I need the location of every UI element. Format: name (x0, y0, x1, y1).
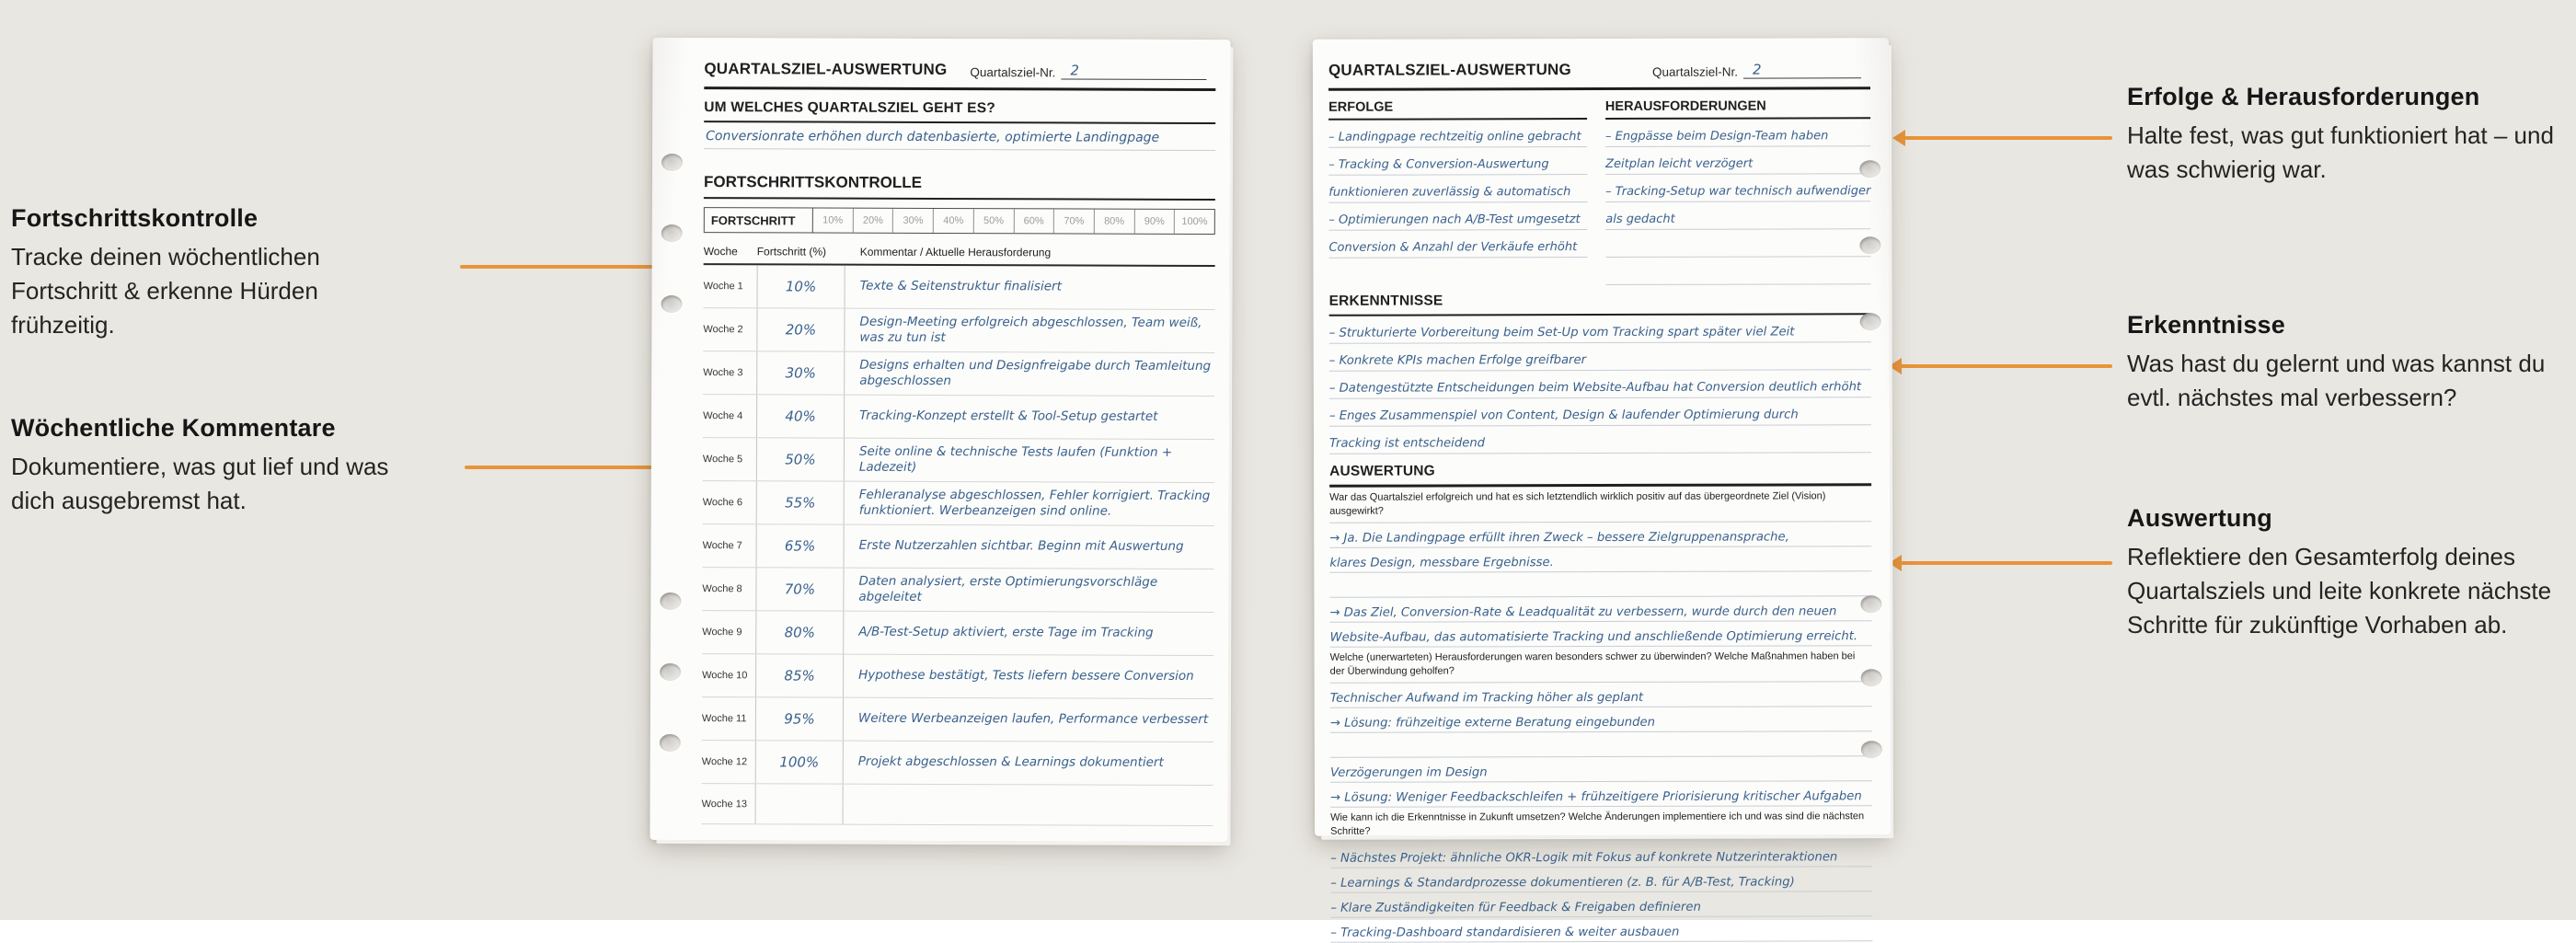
comment-value (844, 785, 1213, 825)
evaluation-answer-line: → Lösung: frühzeitige externe Beratung eingebunden (1330, 707, 1872, 733)
table-row (702, 568, 1213, 613)
page-title: QUARTALSZIEL-AUSWERTUNG (704, 60, 948, 79)
callout-erfolge-herausforderungen (2127, 83, 2561, 187)
table-row (702, 697, 1213, 742)
comment-value: Hypothese bestätigt, Tests liefern bessere Conversion (858, 668, 1194, 684)
week-label: Woche 5 (702, 454, 743, 466)
callout-title: Erfolge & Herausforderungen (2127, 83, 2480, 110)
arrow-right-icon (465, 466, 669, 469)
goal-number-field (970, 62, 1206, 80)
goal-number-label: Quartalsziel-Nr. (1651, 64, 1738, 79)
progress-value: 65% (756, 524, 845, 567)
table-row (702, 611, 1213, 656)
goal-number-value: 2 (1743, 61, 1861, 78)
insight-line: Tracking ist entscheidend (1329, 425, 1871, 454)
progress-value: 85% (755, 654, 844, 696)
page-title: QUARTALSZIEL-AUSWERTUNG (1328, 61, 1571, 79)
challenges-header: HERAUSFORDERUNGEN (1605, 98, 1870, 120)
col-header-progress: Fortschritt (%) (756, 245, 827, 259)
section-header-fortschrittskontrolle: FORTSCHRITTSKONTROLLE (704, 173, 1215, 201)
progress-value: 40% (756, 395, 845, 437)
success-line: – Landingpage rechtzeitig online gebracht (1328, 120, 1587, 148)
progress-scale (704, 207, 1215, 235)
week-label: Woche 10 (702, 670, 748, 682)
insights-section (1329, 292, 1871, 454)
table-row (703, 265, 1214, 310)
col-header-week: Woche (703, 245, 738, 259)
worksheet-page-fortschrittskontrolle (650, 38, 1230, 842)
evaluation-header: AUSWERTUNG (1329, 462, 1871, 488)
progress-value: 50% (756, 438, 845, 480)
binder-hole-icon (1861, 741, 1882, 758)
challenge-line: – Tracking-Setup war technisch aufwendiger (1605, 174, 1870, 202)
week-label: Woche 8 (702, 583, 742, 595)
callout-body: Was hast du gelernt und was kannst du evtl. nächstes mal verbessern? (2127, 350, 2546, 411)
comment-value: Designs erhalten und Designfreigabe durch Teamleitung abgeschlossen (859, 357, 1212, 389)
evaluation-section (1329, 462, 1872, 943)
evaluation-answer-line (1329, 571, 1871, 598)
callout-title: Wöchentliche Kommentare (11, 414, 336, 442)
evaluation-question: Wie kann ich die Erkenntnisse in Zukunft umsetzen? Welche Änderungen implementiere ich und was sind die nächsten Schritte? (1330, 806, 1872, 844)
worksheet-page-auswertung (1313, 38, 1891, 940)
week-label: Woche 6 (702, 497, 743, 509)
week-label: Woche 13 (701, 798, 747, 810)
evaluation-answer-line (1330, 731, 1872, 758)
comment-value: Projekt abgeschlossen & Learnings dokumentiert (857, 754, 1164, 771)
binder-hole-icon (1860, 595, 1881, 613)
arrow-left-icon (1901, 364, 2112, 368)
insight-line: – Konkrete KPIs machen Erfolge greifbarer (1329, 342, 1871, 372)
week-label: Woche 1 (703, 281, 743, 293)
progress-value: 70% (755, 568, 844, 610)
progress-step: 50% (974, 209, 1015, 233)
table-row (703, 438, 1214, 483)
success-line: – Optimierungen nach A/B-Test umgesetzt (1328, 202, 1587, 231)
arrow-left-icon (1904, 136, 2112, 140)
evaluation-answer-line: → Ja. Die Landingpage erfüllt ihren Zweck – bessere Zielgruppenansprache, (1329, 522, 1871, 548)
comment-value: Fehleranalyse abgeschlossen, Fehler korrigiert. Tracking funktioniert. Werbeanzeigen sind online. (858, 487, 1211, 519)
challenge-line: als gedacht (1605, 201, 1870, 230)
progress-value: 55% (756, 481, 845, 523)
evaluation-answer-line: → Lösung: Weniger Feedbackschleifen + frühzeitigere Priorisierung kritischer Aufgaben (1330, 781, 1872, 808)
success-line: – Tracking & Conversion-Auswertung (1328, 147, 1587, 176)
table-row (703, 524, 1214, 569)
callout-body: Halte fest, was gut funktioniert hat – und was schwierig war. (2127, 121, 2554, 183)
insight-line: – Strukturierte Vorbereitung beim Set-Up vom Tracking spart später viel Zeit (1329, 315, 1871, 344)
progress-step: 10% (813, 209, 854, 233)
successes-header: ERFOLGE (1328, 99, 1587, 121)
progress-step: 30% (893, 209, 934, 233)
insight-line: – Enges Zusammenspiel von Content, Design & laufender Optimierung durch (1329, 397, 1871, 427)
comment-value: A/B-Test-Setup aktiviert, erste Tage im Tracking (858, 625, 1154, 641)
progress-value: 30% (756, 351, 845, 394)
progress-step: 40% (934, 209, 974, 233)
comment-value: Tracking-Konzept erstellt & Tool-Setup gestartet (859, 408, 1158, 425)
progress-value: 20% (756, 308, 845, 351)
challenge-line (1605, 229, 1870, 258)
table-row (702, 741, 1213, 786)
callout-woechentliche-kommentare (11, 414, 436, 518)
arrow-right-icon (460, 265, 655, 269)
comment-value: Design-Meeting erfolgreich abgeschlossen, Team weiß, was zu tun ist (859, 314, 1202, 346)
binder-hole-icon (660, 663, 681, 681)
goal-answer-handwriting: Conversionrate erhöhen durch datenbasierte, optimierte Landingpage (704, 122, 1215, 151)
challenge-line (1605, 257, 1870, 285)
evaluation-answer-line: – Klare Zuständigkeiten für Feedback & Freigaben definieren (1330, 891, 1872, 918)
binder-hole-icon (660, 592, 681, 610)
comment-value: Seite online & technische Tests laufen (Funktion + Ladezeit) (858, 443, 1173, 475)
binder-hole-icon (661, 295, 682, 313)
week-label: Woche 9 (702, 627, 742, 638)
progress-step: 70% (1054, 209, 1095, 233)
progress-table (702, 265, 1215, 826)
binder-hole-icon (661, 154, 683, 171)
evaluation-answer-line: Verzögerungen im Design (1330, 756, 1872, 783)
page-header (704, 60, 1215, 91)
callout-body: Dokumentiere, was gut lief und was dich ausgebremst hat. (11, 453, 389, 514)
table-row (702, 654, 1213, 699)
callout-auswertung (2127, 504, 2570, 642)
successes-column (1328, 99, 1587, 286)
page-header (1328, 60, 1870, 91)
week-label: Woche 3 (703, 367, 743, 379)
goal-number-field (1652, 61, 1861, 79)
evaluation-answer-line: – Learnings & Standardprozesse dokumentieren (z. B. für A/B-Test, Tracking) (1330, 867, 1872, 893)
callout-title: Auswertung (2127, 504, 2273, 532)
insights-header: ERKENNTNISSE (1329, 292, 1871, 316)
comment-value: Daten analysiert, erste Optimierungsvorschläge abgeleitet (858, 573, 1158, 604)
binder-hole-icon (1861, 669, 1882, 686)
progress-step: 100% (1181, 215, 1208, 228)
table-row (702, 784, 1213, 826)
binder-hole-icon (661, 224, 683, 242)
progress-step: 80% (1095, 210, 1135, 234)
evaluation-question: War das Quartalsziel erfolgreich und hat es sich letztendlich wirklich positiv auf das übergeordnete Ziel (Vision) ausgewirkt? (1329, 486, 1871, 523)
insight-line: – Datengestützte Entscheidungen beim Website-Aufbau hat Conversion deutlich erhöht (1329, 370, 1871, 399)
week-label: Woche 12 (701, 756, 748, 768)
successes-challenges-section (1328, 98, 1871, 286)
goal-number-value: 2 (1061, 62, 1206, 80)
week-label: Woche 2 (703, 324, 743, 336)
evaluation-answer-line: – Tracking-Dashboard standardisieren & weiter ausbauen (1330, 916, 1872, 943)
goal-question-header: UM WELCHES QUARTALSZIEL GEHT ES? (704, 99, 1215, 124)
binder-hole-icon (1859, 236, 1880, 254)
callout-fortschrittskontrolle (11, 204, 427, 342)
evaluation-answer-line: Technischer Aufwand im Tracking höher als geplant (1330, 682, 1872, 708)
arrow-left-icon (1901, 561, 2112, 565)
comment-value: Texte & Seitenstruktur finalisiert (859, 279, 1062, 294)
progress-value: 100% (755, 741, 844, 783)
callout-title: Erkenntnisse (2127, 311, 2285, 339)
week-label: Woche 11 (701, 713, 747, 725)
progress-step: 20% (853, 209, 893, 233)
evaluation-answer-line: – Nächstes Projekt: ähnliche OKR-Logik mit Fokus auf konkrete Nutzerinteraktionen (1330, 842, 1872, 868)
callout-body: Tracke deinen wöchentlichen Fortschritt & erkenne Hürden frühzeitig. (11, 243, 320, 339)
success-line: funktionieren zuverlässig & automatisch (1328, 175, 1587, 203)
challenges-column (1605, 98, 1871, 285)
table-row (703, 351, 1214, 397)
table-row (703, 481, 1214, 526)
progress-value: 80% (755, 611, 844, 653)
evaluation-answer-line: klares Design, messbare Ergebnisse. (1329, 546, 1871, 573)
callout-title: Fortschrittskontrolle (11, 204, 259, 232)
table-header (704, 245, 1215, 267)
evaluation-answer-line: Website-Aufbau, das automatisierte Tracking und anschließende Optimierung erreicht. (1330, 621, 1872, 648)
comment-value: Erste Nutzerzahlen sichtbar. Beginn mit Auswertung (858, 538, 1184, 555)
binder-hole-icon (660, 734, 681, 752)
table-row (703, 308, 1214, 353)
challenge-line: Zeitplan leicht verzögert (1605, 146, 1870, 175)
challenge-line: – Engpässe beim Design-Team haben (1605, 119, 1870, 147)
success-line: Conversion & Anzahl der Verkäufe erhöht (1328, 230, 1587, 259)
col-header-comment: Kommentar / Aktuelle Herausforderung (859, 245, 1052, 259)
progress-value: 95% (755, 697, 844, 740)
progress-step: 60% (1014, 209, 1054, 233)
evaluation-question: Welche (unerwarteten) Herausforderungen waren besonders schwer zu überwinden? Welche Maßnahmen haben bei der Überwindung geholfen? (1330, 646, 1872, 684)
evaluation-answer-line: → Das Ziel, Conversion-Rate & Leadqualität zu verbessern, wurde durch den neuen (1329, 596, 1871, 623)
binder-hole-icon (1859, 160, 1880, 178)
progress-value: 10% (757, 265, 845, 307)
progress-scale-label: FORTSCHRITT (705, 208, 813, 232)
progress-step: 90% (1134, 210, 1175, 234)
week-label: Woche 4 (703, 410, 743, 422)
callout-body: Reflektiere den Gesamterfolg deines Quartalsziels und leite konkrete nächste Schritte für zukünftige Vorhaben ab. (2127, 543, 2552, 638)
table-row (703, 395, 1214, 440)
binder-hole-icon (1860, 313, 1881, 330)
callout-erkenntnisse (2127, 311, 2561, 415)
goal-number-label: Quartalsziel-Nr. (970, 65, 1056, 80)
week-label: Woche 7 (702, 540, 742, 552)
progress-value (755, 784, 844, 823)
comment-value: Weitere Werbeanzeigen laufen, Performance verbessert (857, 711, 1209, 728)
